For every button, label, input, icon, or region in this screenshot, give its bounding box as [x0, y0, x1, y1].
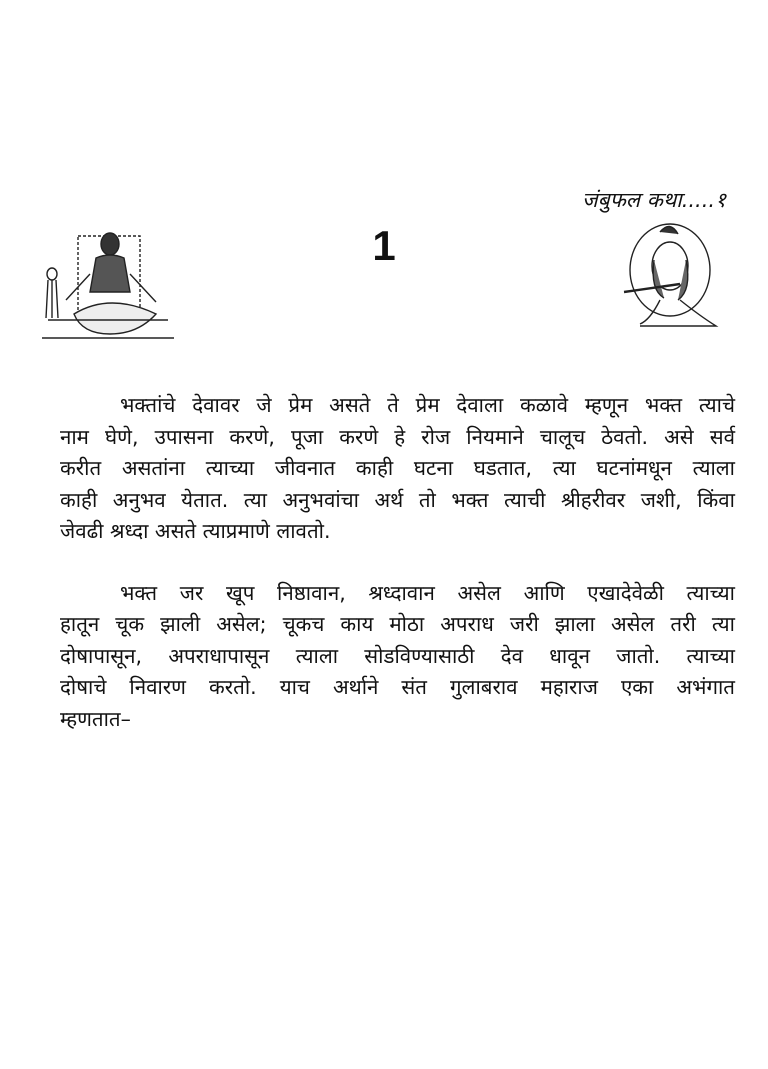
- text-line: करीत असतांना त्याच्या जीवनात काही घटना घडतात, त्या घटनांमधून त्याला: [60, 456, 735, 480]
- text-line: नाम घेणे, उपासना करणे, पूजा करणे हे रोज नियमाने चालूच ठेवतो. असे सर्व: [60, 424, 735, 449]
- paragraph-1: [60, 390, 735, 548]
- chapter-number: 1: [372, 222, 396, 269]
- seated-saint-illustration: [38, 222, 178, 350]
- body-text: [60, 390, 735, 735]
- text-line: दोषापासून, अपराधापासून त्याला सोडविण्यासाठी देव धावून जातो. त्याच्या: [60, 643, 735, 668]
- paragraph-2: [60, 578, 735, 736]
- running-header: जंबुफल कथा.....१: [582, 188, 726, 212]
- text-line: दोषाचे निवारण करतो. याच अर्थाने संत गुलाबराव महाराज एका अभंगात: [60, 675, 735, 699]
- krishna-flute-illustration: [620, 220, 720, 330]
- text-line: जेवढी श्रध्दा असते त्याप्रमाणे लावतो.: [60, 519, 331, 543]
- text-line: काही अनुभव येतात. त्या अनुभवांचा अर्थ तो भक्त त्याची श्रीहरीवर जशी, किंवा: [60, 487, 735, 512]
- text-line: म्हणतात–: [60, 706, 131, 731]
- text-line: हातून चूक झाली असेल; चूकच काय मोठा अपराध जरी झाला असेल तरी त्या: [60, 612, 735, 636]
- text-line: भक्तांचे देवावर जे प्रेम असते ते प्रेम देवाला कळावे म्हणून भक्त त्याचे: [120, 393, 735, 417]
- text-line: भक्त जर खूप निष्ठावान, श्रध्दावान असेल आणि एखादेवेळी त्याच्या: [120, 580, 735, 605]
